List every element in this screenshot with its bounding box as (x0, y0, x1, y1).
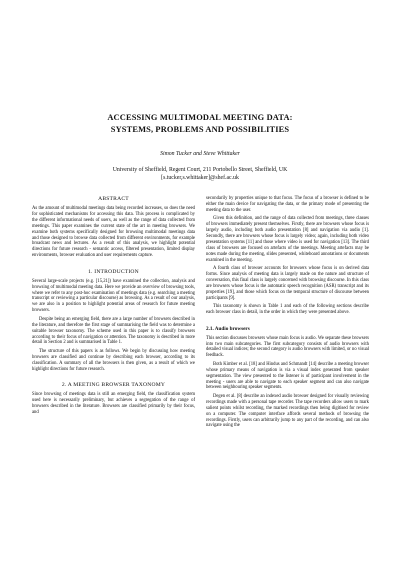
paper-affiliation (20, 167, 380, 183)
body-paragraph: Degen et al. [8] describe an indexed audio browser designed for visually reviewing recordings made with a personal tape recorder. The tape recorders allow users to mark salient points whilst recording, the marked recordings then being digitised for review on a computer. The computer interface affords several methods of browsing the recordings. Firstly, users can arbitrarily jump to any part of the recording, and can also navigate using the (206, 393, 369, 429)
right-column (206, 196, 369, 432)
title-line-2: SYSTEMS, PROBLEMS AND POSSIBILITIES (110, 124, 290, 134)
title-line-1: ACCESSING MULTIMODAL MEETING DATA: (107, 113, 293, 122)
abstract-heading: ABSTRACT (98, 196, 129, 202)
affiliation-line-1: University of Sheffield, Regent Court, 211 Portobello Street, Sheffield, UK (112, 167, 288, 173)
introduction-paragraph: Several large-scale projects (e.g. [15,21]) have examined the collection, analysis and browsing of multimodal meeting data. Here we provide an overview of browsing tools, where we refer to any post-hoc examination of meetings data (e.g. searching a meeting transcript or reviewing a particular discourse) as browsing. As a result of our analysis, we are also in a position to highlight potential areas of research for future meeting browsers. (32, 278, 195, 314)
audio-browsers-heading: 2.1. Audio browsers (206, 325, 250, 332)
affiliation-line-2: [s.tucker,s.whittaker]@shef.ac.uk (161, 174, 239, 181)
taxonomy-paragraph: Since browsing of meetings data is still an emerging field, the classification system used here is necessarily preliminary, but achieves a segregation of the range of browsers described in the literature. Browsers are classified primarily by their focus, and (32, 392, 195, 415)
taxonomy-heading: 2. A MEETING BROWSER TAXONOMY (61, 382, 166, 389)
body-paragraph: Both Kimber et al. [18] and Hindus and Schmandt [14] describe a meeting browser whose primary means of navigation is via a visual index generated from speaker segmentation. The view presented to the listener is of participant involvement in the meeting - users are able to navigate to each speaker segment and can also navigate between neighbouring speaker segments. (206, 361, 369, 391)
body-paragraph: Given this definition, and the range of data collected from meetings, three classes of browsers immediately present themselves. Firstly, there are browsers whose focus is largely audio, including both audio presentation [8] and navigation via audio [1]. Secondly, there are browsers whose focus is largely video; again, including both video presentation systems [11] and those where video is used for navigation [13]. The third class of browsers are focused on artefacts of the meetings. Meeting artefacts may be notes made during the meeting, slides presented, whiteboard annotations or documents examined in the meeting. (206, 216, 369, 263)
introduction-heading: 1. INTRODUCTION (88, 268, 139, 275)
abstract-text: As the amount of multimodal meetings data being recorded increases, so does the need for sophisticated mechanisms for accessing this data. This process is complicated by the different informational needs of users, as well as the range of data collected from meetings. This paper examines the current state of the art in meeting browsers. We examine both systems specifically designed for browsing multimodal meetings data and those designed to browse data collected from different environments, for example broadcast news and lectures. As a result of this analysis, we highlight potential directions for future research - semantic access, filtered presentation, limited display environments, browser evaluation and user requirements capture. (32, 206, 195, 259)
body-paragraph: This section discusses browsers whose main focus is audio. We separate these browsers into two main subcategories. The first subcategory consists of audio browsers with detailed visual indices; the second category is audio browsers with limited, or no visual feedback. (206, 335, 369, 359)
body-paragraph: This taxonomy is shown in Table 1 and each of the following sections describe each browser class in detail, in the order in which they were presented above. (206, 304, 369, 316)
introduction-paragraph: The structure of this papers is as follows. We begin by discussing how meeting browsers are classified and continue by describing each browser, according to its classification. A summary of all the browsers is then given, as a result of which we highlight directions for future research. (32, 348, 195, 372)
introduction-paragraph: Despite being an emerging field, there are a large number of browsers described in the literature, and therefore the first stage of summarising the field was to determine a suitable browser taxonomy. The scheme used in this paper is to classify browsers according to their focus of navigation or attention. The taxonomy is described in more detail in Section 2 and is summarised in Table 1. (32, 316, 195, 346)
left-column (32, 196, 195, 418)
body-paragraph: secondarily by properties unique to that focus. The focus of a browser is defined to be either the main device for navigating the data, or the primary mode of presenting the meeting data to the user. (206, 196, 369, 213)
body-paragraph: A fourth class of browser accounts for browsers whose focus is on derived data forms. Since analysis of meeting data is largely made on the nature and structure of conversation, this final class is largely concerned with browsing discourse. In this class are browsers whose focus is the automatic speech recognition (ASR) transcript and its properties [19], and those which focus on the temporal structure of discourse between participants [9]. (206, 266, 369, 301)
paper-title (20, 112, 380, 135)
paper-authors: Simon Tucker and Steve Whittaker (160, 151, 240, 157)
